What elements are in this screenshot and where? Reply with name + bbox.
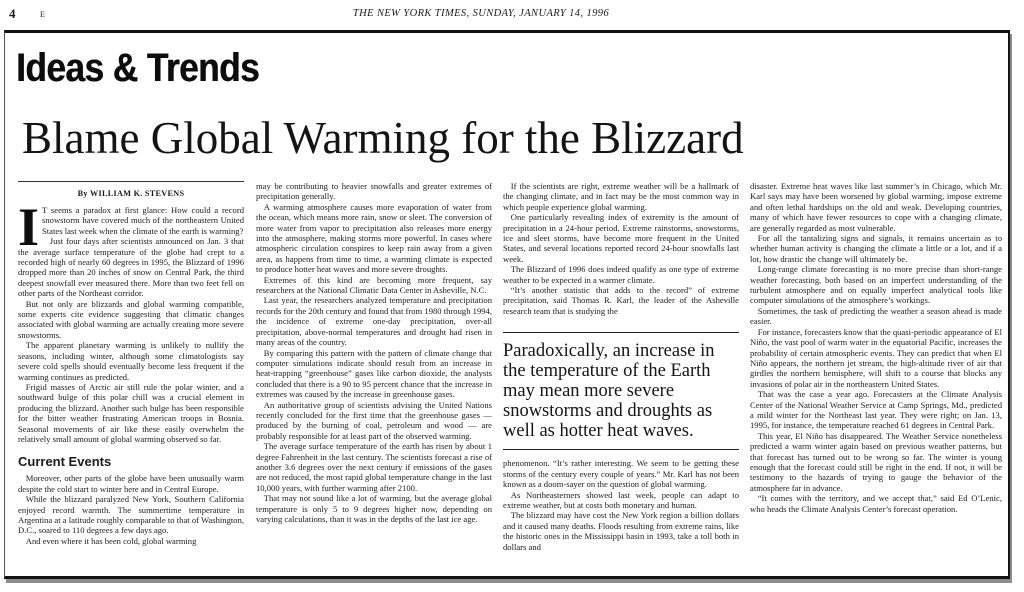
- article-paragraph: But not only are blizzards and global warming compatible, some experts cite evidence suggesting that climatic changes associated with global warming are actually creating more severe snowstorms.: [18, 298, 244, 340]
- article-paragraph: For instance, forecasters know that the quasi-periodic appearance of El Niño, the vast pool of warm water in the equatorial Pacific, increases the probability of certain atmospheric events. They can predict that when El Niño appears, the northern jet stream, the high-altitude river of air that girdles the northern hemisphere, will shift to a course that blocks any invasions of polar air in the northeastern United States.: [750, 326, 1002, 389]
- article-paragraph: “It comes with the territory, and we accept that,” said Ed O’Lenic, who heads the Climate Analysis Center’s forecast operation.: [750, 493, 1002, 514]
- article-column-2: [256, 181, 492, 524]
- byline: By WILLIAM K. STEVENS: [18, 181, 244, 205]
- section-title: Ideas & Trends: [16, 46, 260, 90]
- article-paragraph: An authoritative group of scientists advising the United Nations recently concluded for the first time that the greenhouse gases — produced by the burning of coal, petroleum and wood — are probably responsible for at least part of the observed warming.: [256, 399, 492, 441]
- article-paragraph: The apparent planetary warming is unlikely to nullify the seasons, including winter, although some climatologists say severe cold spells should eventually become less frequent if the warming continues as predicted.: [18, 340, 244, 382]
- subhead: Current Events: [18, 454, 112, 470]
- article-paragraph: That was the case a year ago. Forecasters at the Climate Analysis Center of the National Weather Service at Camp Springs, Md., predicted a mild winter for the Northeast last year. They were right; on Jan. 13, 1995, for instance, the temperature reached 61 degrees in Central Park.: [750, 389, 1002, 431]
- headline: Blame Global Warming for the Blizzard: [22, 113, 744, 163]
- article-paragraph: The blizzard may have cost the New York region a billion dollars and it caused many deaths. Floods resulting from extreme rains, like the historic ones in the Mississippi basin in 1993, take a toll both in dollars and: [503, 510, 739, 552]
- article-paragraph-continued: disaster. Extreme heat waves like last summer’s in Chicago, which Mr. Karl says may have been worsened by global warming, impose extreme and often lethal hardships on the old and weak. Developing countries, many of which have fewer resources to cope with a changing climate, are generally regarded as most vulnerable.: [750, 181, 1002, 233]
- article-paragraph: Last year, the researchers analyzed temperature and precipitation records for the 20th century and found that from 1980 through 1994, the incidence of extreme one-day precipitation, over-all precipitation, above-normal temperatures and drought had risen in many areas of the country.: [256, 295, 492, 348]
- lead-paragraph-text: T seems a paradox at first glance: How could a record snowstorm have covered much of the northeastern United States last week when the climate of the earth is warming?: [42, 205, 244, 236]
- section-letter: E: [40, 10, 45, 19]
- article-paragraph: The average surface temperature of the earth has risen by about 1 degree Fahrenheit in the last century. The scientists forecast a rise of another 3.6 degrees over the next century if emissions of the gases are not reduced, the most rapid global temperature change in the last 10,000 years, with further warming after 2100.: [256, 441, 492, 493]
- article-column-1: [18, 181, 244, 546]
- pull-quote: Paradoxically, an increase in the temperature of the Earth may mean more severe snowstorms and droughts as well as hotter heat waves.: [503, 332, 739, 450]
- article-paragraph: While the blizzard paralyzed New York, Southern California enjoyed record warmth. The summertime temperature in Argentina at a latitude roughly comparable to that of Washington, D.C., soared to 110 degrees a few days ago.: [18, 494, 244, 536]
- lead-paragraph: [18, 197, 244, 257]
- article-paragraph: For all the tantalizing signs and signals, it remains uncertain as to whether human activity is changing the climate a little or a lot, and if a lot, how drastic the change will ultimately be.: [750, 233, 1002, 264]
- article-paragraph: Just four days after scientists announced on Jan. 3 that the average surface temperature of the globe had crept to a recorded high of nearly 60 degrees in 1995, the Blizzard of 1996 dropped more than 20 inches of snow on Central Park, the third deepest snowfall ever measured there. More than two feet fell on other parts of the Northeast corridor.: [18, 236, 244, 299]
- drop-cap: I: [18, 197, 40, 257]
- article-paragraph: Extremes of this kind are becoming more frequent, say researchers at the National Climatic Data Center in Asheville, N.C.: [256, 274, 492, 296]
- article-paragraph: One particularly revealing index of extremity is the amount of precipitation in a 24-hour period. Extreme rainstorms, snowstorms, ice and sleet storms, have become more frequent in the United States, and several locations reported record 24-hour snowfalls last week.: [503, 212, 739, 264]
- article-paragraph: And even where it has been cold, global warming: [25, 535, 197, 546]
- article-paragraph: As Northeasterners showed last week, people can adapt to extreme weather, but at costs both monetary and human.: [503, 489, 739, 510]
- article-paragraph: Moreover, other parts of the globe have been unusually warm despite the cold start to winter here and in Central Europe.: [18, 473, 244, 494]
- article-paragraph: If the scientists are right, extreme weather will be a hallmark of the changing climate, and in fact may be the most common way in which people experience global warming.: [503, 181, 739, 212]
- article-column-4: [750, 181, 1002, 514]
- article-paragraph: Frigid masses of Arctic air still rule the polar winter, and a southward bulge of this polar chill was a crucial element in producing the blizzard. Another such bulge has been responsible for the bitter weather frustrating American troops in Bosnia. Seasonal movements of air like these easily overwhelm the relatively small amount of global warming observed so far.: [18, 381, 244, 444]
- article-paragraph: The Blizzard of 1996 does indeed qualify as one type of extreme weather to be expected in a warmer climate.: [503, 264, 739, 285]
- newspaper-dateline: THE NEW YORK TIMES, SUNDAY, JANUARY 14, 1996: [352, 8, 610, 19]
- page-number: 4: [9, 6, 16, 21]
- article-column-3: [503, 181, 739, 552]
- article-paragraph: Long-range climate forecasting is no more precise than short-range weather forecasting, both based on an imperfect understanding of the turbulent atmosphere and on equally imperfect analytical tools like computer simulations of the atmosphere’s workings.: [750, 264, 1002, 306]
- article-paragraph: This year, El Niño has disappeared. The Weather Service nonetheless predicted a warm winter again based on previous weather patterns, but that forecast has turned out to be wrong so far. The winter is young enough that the forecast could still be right in the end. If not, it will be testimony to the hazards of trying to gauge the behavior of the atmosphere far in advance.: [750, 430, 1002, 493]
- article-paragraph: That may not sound like a lot of warming, but the average global temperature is only 5 to 9 degrees higher now, depending on varying calculations, than it was in the depths of the last ice age.: [256, 493, 492, 524]
- article-paragraph: A warming atmosphere causes more evaporation of water from the ocean, which means more rain, snow or sleet. The conversion of more water from vapor to precipitation also releases more energy into the atmosphere, making storms more powerful. In cases where atmospheric circulation conspires to keep rain away from a given area, as happens from time to time, a warming climate is expected to produce hotter heat waves and more severe droughts.: [256, 201, 492, 275]
- article-paragraph-continued: phenomenon. “It’s rather interesting. We seem to be getting these storms of the century every couple of years.” Mr. Karl has not been known as a doom-sayer on the question of global warming.: [503, 458, 739, 490]
- article-paragraph: “It’s another statistic that adds to the record” of extreme precipitation, said Thomas R. Karl, the leader of the Asheville research team that is studying the: [503, 285, 739, 316]
- article-paragraph: Sometimes, the task of predicting the weather a season ahead is made easier.: [750, 305, 1002, 327]
- article-paragraph: By comparing this pattern with the pattern of climate change that computer simulations indicate should result from an increase in heat-trapping “greenhouse” gases like carbon dioxide, the analysts concluded that there is a 90 to 95 percent chance that the increase in extremes was caused by the increase in greenhouse gases.: [256, 347, 492, 400]
- article-paragraph-continued: may be contributing to heavier snowfalls and greater extremes of precipitation generally.: [256, 181, 492, 202]
